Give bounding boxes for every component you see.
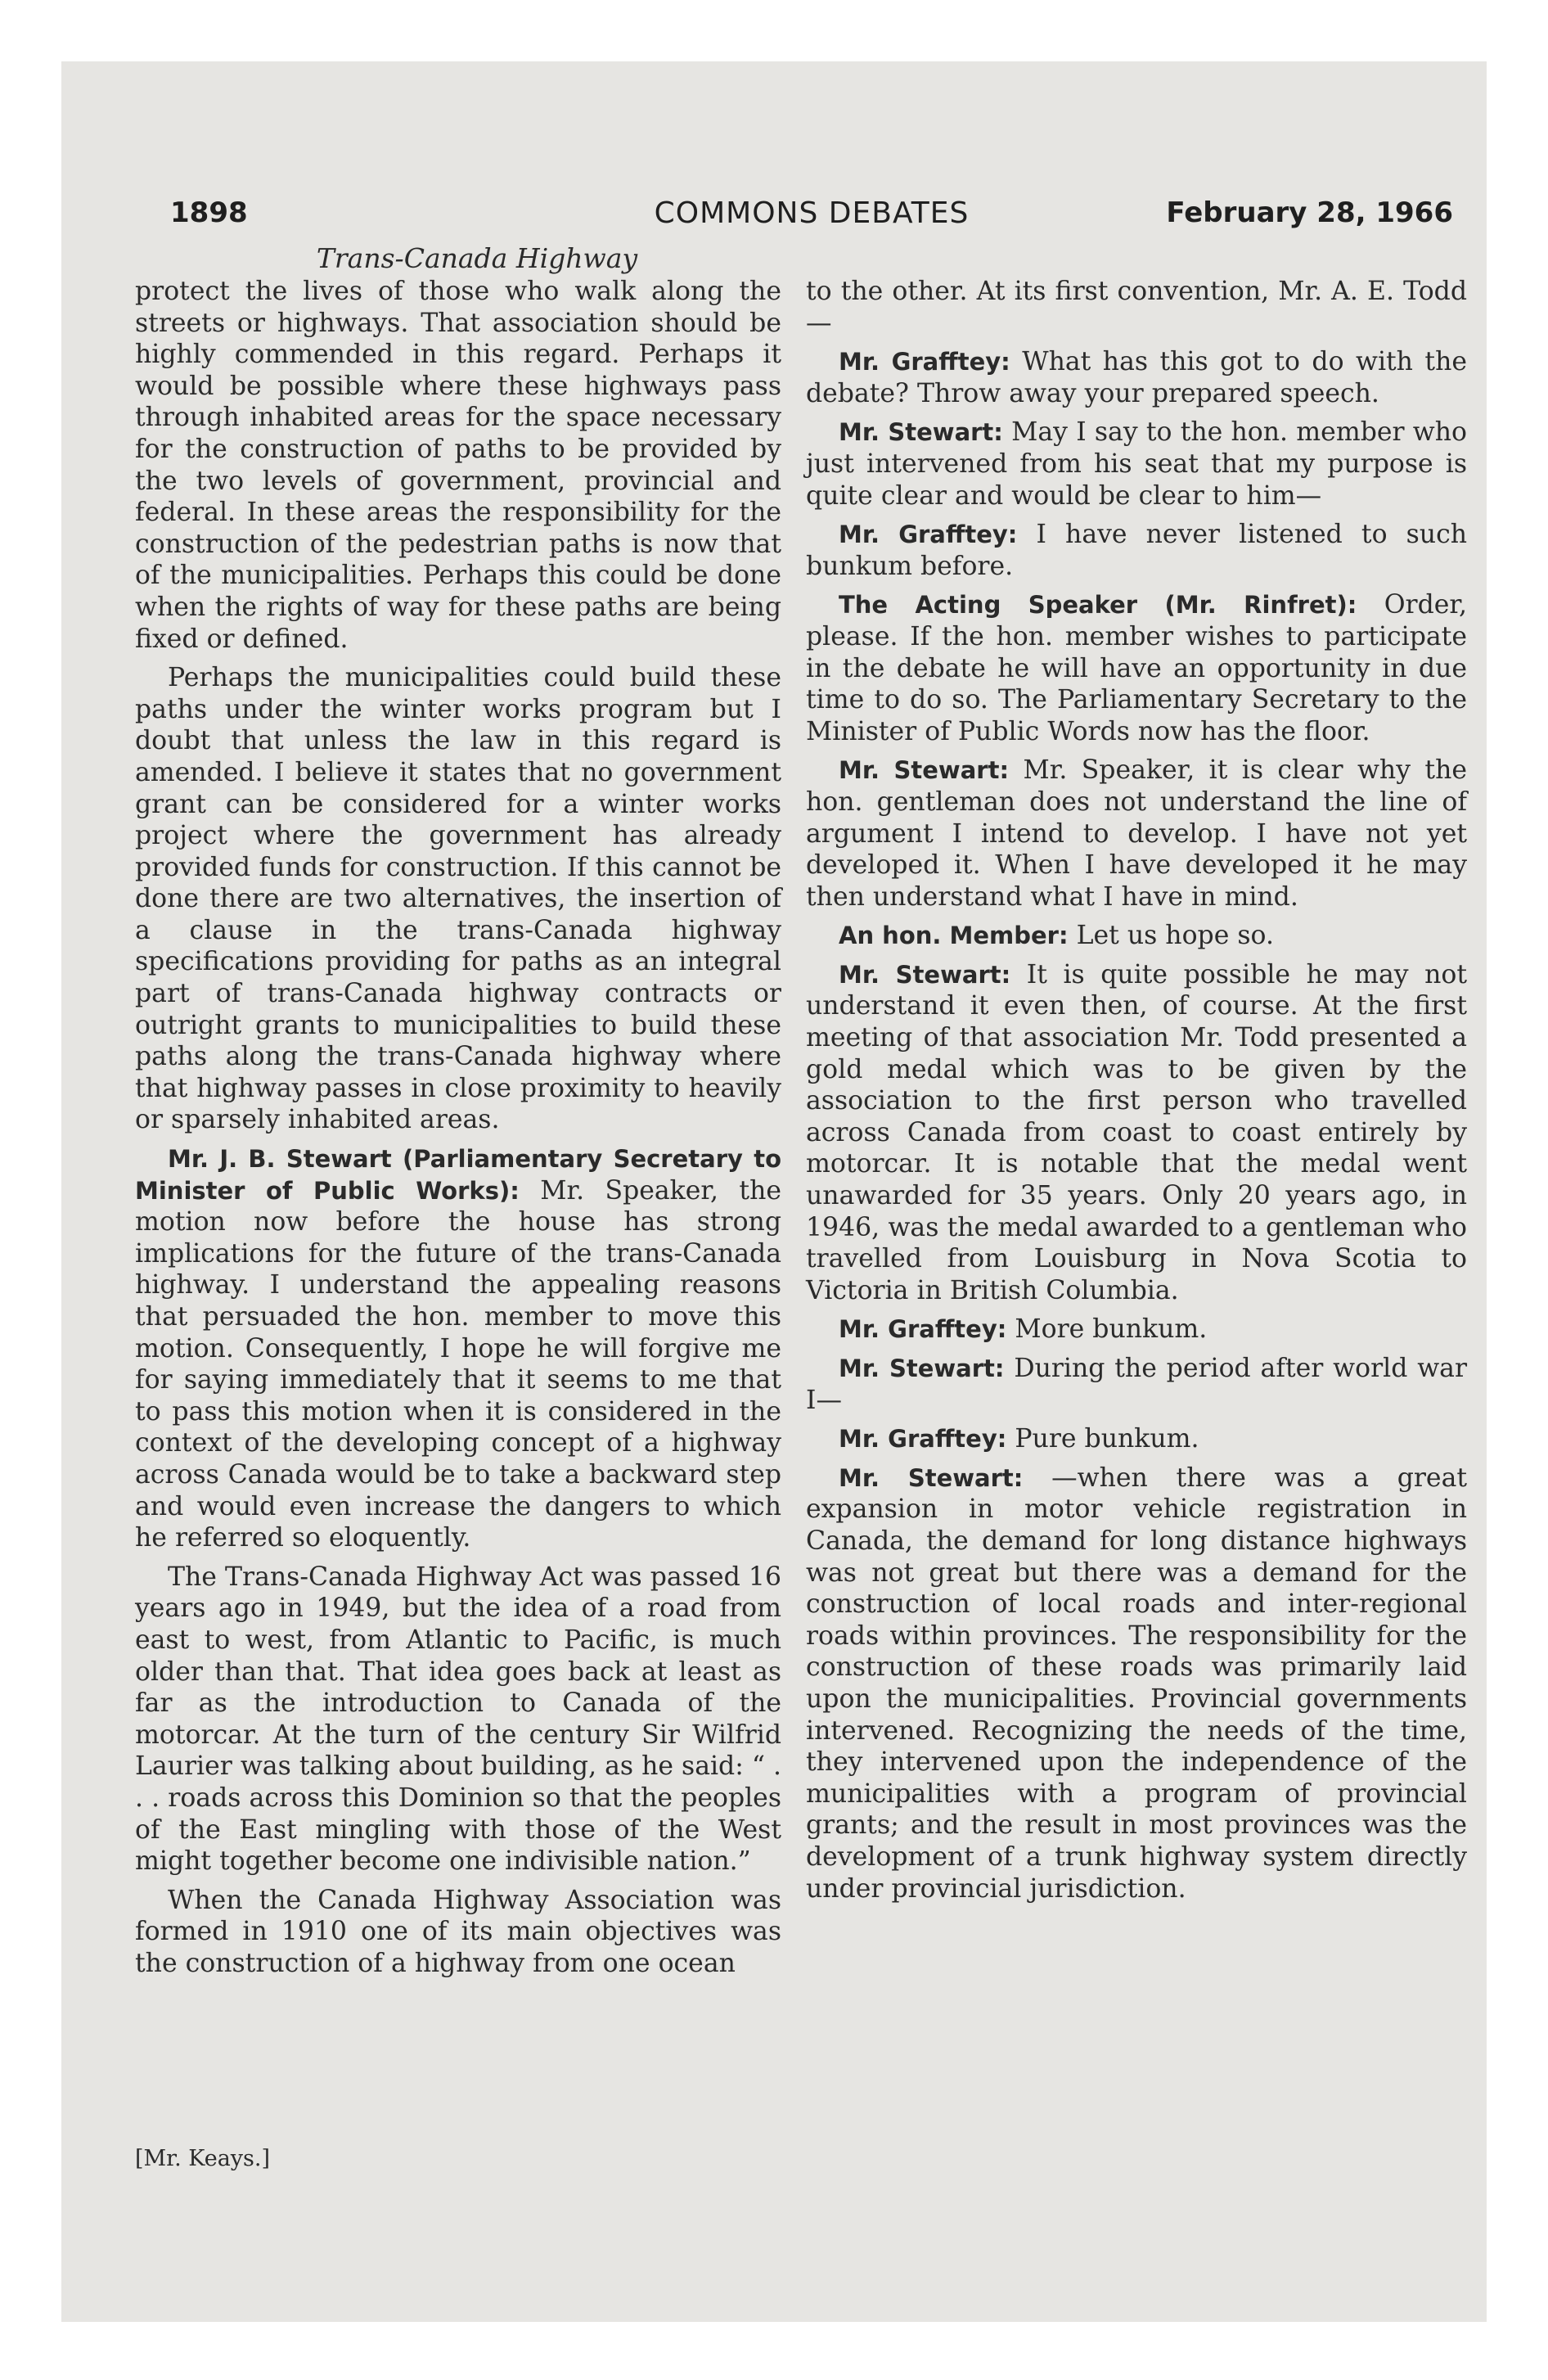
- paragraph: [806, 920, 1467, 952]
- paragraph: [806, 589, 1467, 747]
- paragraph-text: During the period after world war I—: [806, 1354, 1467, 1415]
- paragraph-text: Let us hope so.: [1076, 921, 1274, 951]
- speaker-name: Mr. Grafftey:: [839, 1425, 1007, 1454]
- paragraph: [806, 959, 1467, 1307]
- paragraph-text: The Trans-Canada Highway Act was passed 16 years ago in 1949, but the idea of a road from east to west, from Atlantic to Pacific, is much older than that. That idea goes back at least as far as the introduction to Canada of the motorcar. At the turn of the century Sir Wilfrid Laurier was talking about building, as he said: “ . . . roads across this Dominion so that the peoples of the East mingling with those of the West might together become one indivisible nation.”: [135, 1562, 781, 1877]
- paragraph: [135, 1885, 781, 1980]
- paragraph-text: More bunkum.: [1015, 1314, 1208, 1345]
- paragraph: [806, 755, 1467, 913]
- right-column: [806, 276, 1467, 1912]
- page-number: 1898: [170, 196, 248, 229]
- paragraph-text: Mr. Speaker, the motion now before the house has strong implications for the future of the trans-Canada highway. I understand the appealing reasons that persuaded the hon. member to move this motion. Consequently, I hope he will forgive me for saying immediately that it seems to me that to pass this motion when it is considered in the context of the developing concept of a highway across Canada would be to take a backward step and would even increase the dangers to which he referred so eloquently.: [135, 1175, 782, 1553]
- paragraph: [135, 662, 781, 1136]
- paragraph-text: protect the lives of those who walk along the streets or highways. That association should be highly commended in this regard. Perhaps it would be possible where these highways pass through inhabited areas for the space necessary for the construction of paths to be provided by the two levels of government, provincial and federal. In these areas the responsibility for the construction of the pedestrian paths is now that of the municipalities. Perhaps this could be done when the rights of way for these paths are being fixed or defined.: [135, 277, 781, 654]
- speaker-name: The Acting Speaker (Mr. Rinfret):: [839, 591, 1357, 620]
- speaker-name: Mr. Stewart:: [839, 1355, 1005, 1382]
- speaker-name: Mr. Grafftey:: [839, 1315, 1007, 1344]
- paragraph: [806, 1353, 1467, 1416]
- paragraph: [806, 417, 1467, 512]
- paragraph: [806, 346, 1467, 409]
- paragraph-text: Order, please. If the hon. member wishes to participate in the debate he will have an opportunity in due time to do so. The Parliamentary Secretary to the Minister of Public Words now has the floor.: [806, 590, 1467, 746]
- paragraph-text: I have never listened to such bunkum before.: [806, 520, 1467, 581]
- paragraph-text: Pure bunkum.: [1015, 1424, 1199, 1454]
- speaker-name: Mr. Stewart:: [839, 756, 1010, 785]
- speaker-name: Mr. Stewart:: [839, 960, 1011, 989]
- speaker-name: Mr. Grafftey:: [839, 348, 1010, 376]
- paragraph: [135, 1143, 781, 1554]
- paragraph: [806, 1314, 1467, 1346]
- paragraph: [806, 1463, 1467, 1904]
- speaker-name: Mr. Stewart:: [839, 418, 1003, 447]
- paragraph: [806, 519, 1467, 582]
- paragraph-text: Mr. Speaker, it is clear why the hon. gentleman does not understand the line of argument I intend to develop. I have not yet developed it. When I have developed it he may then understand what I have in mind.: [806, 755, 1468, 912]
- speaker-name: Mr. Stewart:: [839, 1463, 1024, 1492]
- speaker-name: Mr. Grafftey:: [839, 521, 1018, 549]
- section-subject: Trans-Canada Highway: [316, 242, 638, 274]
- left-column: [135, 276, 781, 1986]
- paragraph-text: to the other. At its first convention, Mr. A. E. Todd—: [806, 277, 1467, 338]
- paragraph: [135, 276, 781, 655]
- publication-date: February 28, 1966: [1166, 196, 1453, 229]
- paragraph: [806, 276, 1467, 339]
- speaker-name: Mr. J. B. Stewart (Parliamentary Secretary to Minister of Public Works):: [135, 1145, 781, 1205]
- paragraph-text: May I say to the hon. member who just intervened from his seat that my purpose is quite clear and would be clear to him—: [806, 417, 1467, 511]
- paragraph: [806, 1423, 1467, 1455]
- paragraph-text: —when there was a great expansion in motor vehicle registration in Canada, the demand for long distance highways was not great but there was a demand for the construction of local roads and inter-regional roads within provinces. The responsibility for the construction of these roads was primarily laid upon the municipalities. Provincial governments intervened. Recognizing the needs of the time, they intervened upon the independence of the municipalities with a program of provincial grants; and the result in most provinces was the development of a trunk highway system directly under provincial jurisdiction.: [806, 1463, 1468, 1904]
- page-header: [170, 196, 1453, 234]
- paragraph-text: It is quite possible he may not understand it even then, of course. At the first meeting of that association Mr. Todd presented a gold medal which was to be given by the association to the first person who travelled across Canada from coast to coast entirely by motorcar. It is notable that the medal went unawarded for 35 years. Only 20 years ago, in 1946, was the medal awarded to a gentleman who travelled from Louisburg in Nova Scotia to Victoria in British Columbia.: [806, 959, 1467, 1305]
- speaker-name: An hon. Member:: [839, 922, 1069, 950]
- publication-title: COMMONS DEBATES: [654, 196, 970, 230]
- footnote: [Mr. Keays.]: [135, 2146, 271, 2171]
- paragraph-text: What has this got to do with the debate? Throw away your prepared speech.: [806, 347, 1467, 408]
- paragraph-text: When the Canada Highway Association was formed in 1910 one of its main objectives was the construction of a highway from one ocean: [135, 1885, 781, 1978]
- paragraph: [135, 1562, 781, 1877]
- paragraph-text: Perhaps the municipalities could build these paths under the winter works program but I doubt that unless the law in this regard is amended. I believe it states that no government grant can be considered for a winter works project where the government has already provided funds for construction. If this cannot be done there are two alternatives, the insertion of a clause in the trans-Canada highway specifications providing for paths as an integral part of trans-Canada highway contracts or outright grants to municipalities to build these paths along the trans-Canada highway where that highway passes in close proximity to heavily or sparsely inhabited areas.: [135, 663, 781, 1135]
